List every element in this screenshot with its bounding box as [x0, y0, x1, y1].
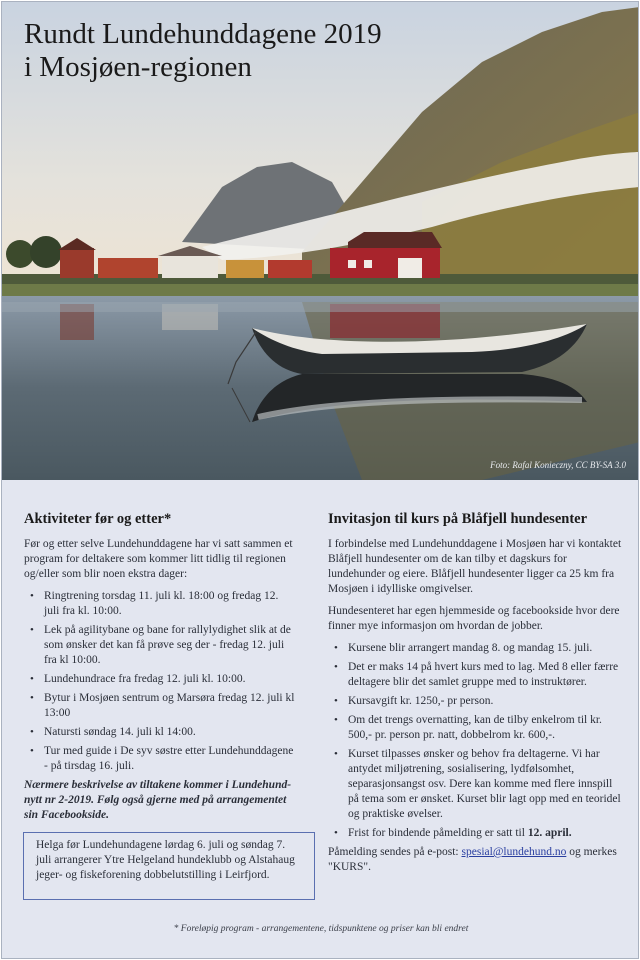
bullet-icon: •: [334, 748, 338, 760]
list-item: • Om det trengs overnatting, kan de tilby enkelrom til kr. 500,- pr. person pr. natt, dobbelrom kr. 600,-.: [334, 714, 602, 741]
signup-line: [328, 845, 624, 875]
bullet-icon: •: [334, 642, 338, 654]
deadline-text: Frist for bindende påmelding er satt til: [348, 827, 528, 839]
bullet-icon: •: [30, 590, 34, 602]
list-item: • Natursti søndag 14. juli kl 14:00.: [30, 726, 196, 738]
bullet-icon: •: [30, 745, 34, 757]
page-title: [24, 18, 444, 84]
footnote: * Foreløpig program - arrangementene, tidspunktene og priser kan bli endret: [173, 924, 469, 934]
list-item: • Tur med guide i De syv søstre etter Lundehunddagene - på tirsdag 16. juli.: [30, 745, 294, 772]
signup-email-link[interactable]: spesial@lundehund.no: [461, 846, 567, 858]
activities-heading: Aktiviteter før og etter*: [24, 511, 172, 527]
course-paragraph-2: Hundesenteret har egen hjemmeside og facebookside hvor dere finner mye informasjon om hvordan de jobber.: [328, 605, 620, 632]
list-item: • Lek på agilitybane og bane for rallylydighet slik at de som ønsker det kan få prøve seg der - fredag 12. juli fra kl 10:00.: [30, 624, 291, 666]
content-panel: [2, 480, 639, 959]
deadline-date: 12. april.: [527, 827, 572, 839]
list-item: [328, 826, 624, 841]
bullet-icon: •: [30, 673, 34, 685]
signup-prefix: Påmelding sendes på e-post:: [328, 846, 462, 858]
signup-suffix: og merkes "KURS".: [328, 846, 617, 873]
course-heading: Invitasjon til kurs på Blåfjell hundesenter: [328, 511, 588, 527]
course-paragraph-1: I forbindelse med Lundehunddagene i Mosjøen har vi kontaktet Blåfjell hundesenter om de kan tilby et dagskurs for lundehunder og eiere. Blåfjell hundesenter ligger ca 25 km fra Mosjøen i idylliske omgivelser.: [328, 538, 622, 595]
exhibition-info-box: Helga før Lundehundagene lørdag 6. juli og søndag 7. juli arrangerer Ytre Helgeland hundeklubb og Alstahaug jeger- og fiskeforening dobbelutstilling i Leirfjord.: [23, 832, 315, 900]
poster: [1, 1, 639, 959]
list-item: • Kursene blir arrangert mandag 8. og mandag 15. juli.: [334, 642, 593, 654]
list-item: • Bytur i Mosjøen sentrum og Marsøra fredag 12. juli kl 13:00: [30, 692, 295, 719]
activities-list: [24, 589, 296, 774]
bullet-icon: •: [334, 827, 338, 839]
bullet-icon: •: [30, 692, 34, 704]
hero-photo: [2, 2, 639, 480]
bullet-icon: •: [30, 624, 34, 636]
bullet-icon: •: [334, 695, 338, 707]
list-item: • Det er maks 14 på hvert kurs med to lag. Med 8 eller færre deltagere blir det samlet gruppe med to instruktører.: [334, 661, 619, 688]
course-column: [328, 510, 624, 882]
bullet-icon: •: [334, 661, 338, 673]
list-item: • Ringtrening torsdag 11. juli kl. 18:00 og fredag 12. juli fra kl. 10:00.: [30, 590, 279, 617]
course-list: [328, 641, 624, 841]
bullet-icon: •: [30, 726, 34, 738]
title-line-2: i Mosjøen-regionen: [24, 51, 252, 83]
activities-note: Nærmere beskrivelse av tiltakene kommer i Lundehund-nytt nr 2-2019. Følg også gjerne med på arrangementet sin Facebookside.: [24, 779, 292, 821]
list-item: • Kursavgift kr. 1250,- pr person.: [334, 695, 494, 707]
list-item: • Lundehundrace fra fredag 12. juli kl. 10:00.: [30, 673, 246, 685]
activities-intro: Før og etter selve Lundehunddagene har vi satt sammen et program for deltakere som kommer litt tidlig til regionen og/eller som blir noen ekstra dager:: [24, 538, 293, 580]
activities-column: [24, 510, 296, 823]
bullet-icon: •: [334, 714, 338, 726]
photo-credit: Foto: Rafal Konieczny, CC BY-SA 3.0: [490, 460, 626, 470]
title-line-1: Rundt Lundehunddagene 2019: [24, 18, 382, 50]
list-item: • Kurset tilpasses ønsker og behov fra deltagerne. Vi har antydet miljøtrening, sosialisering, lydfølsomhet, separasjonsangst osv. Dere kan komme med flere innspill på tema som er ønsket. Kurset blir lagt opp med en teoridel og praktiske øvelser.: [334, 748, 621, 820]
